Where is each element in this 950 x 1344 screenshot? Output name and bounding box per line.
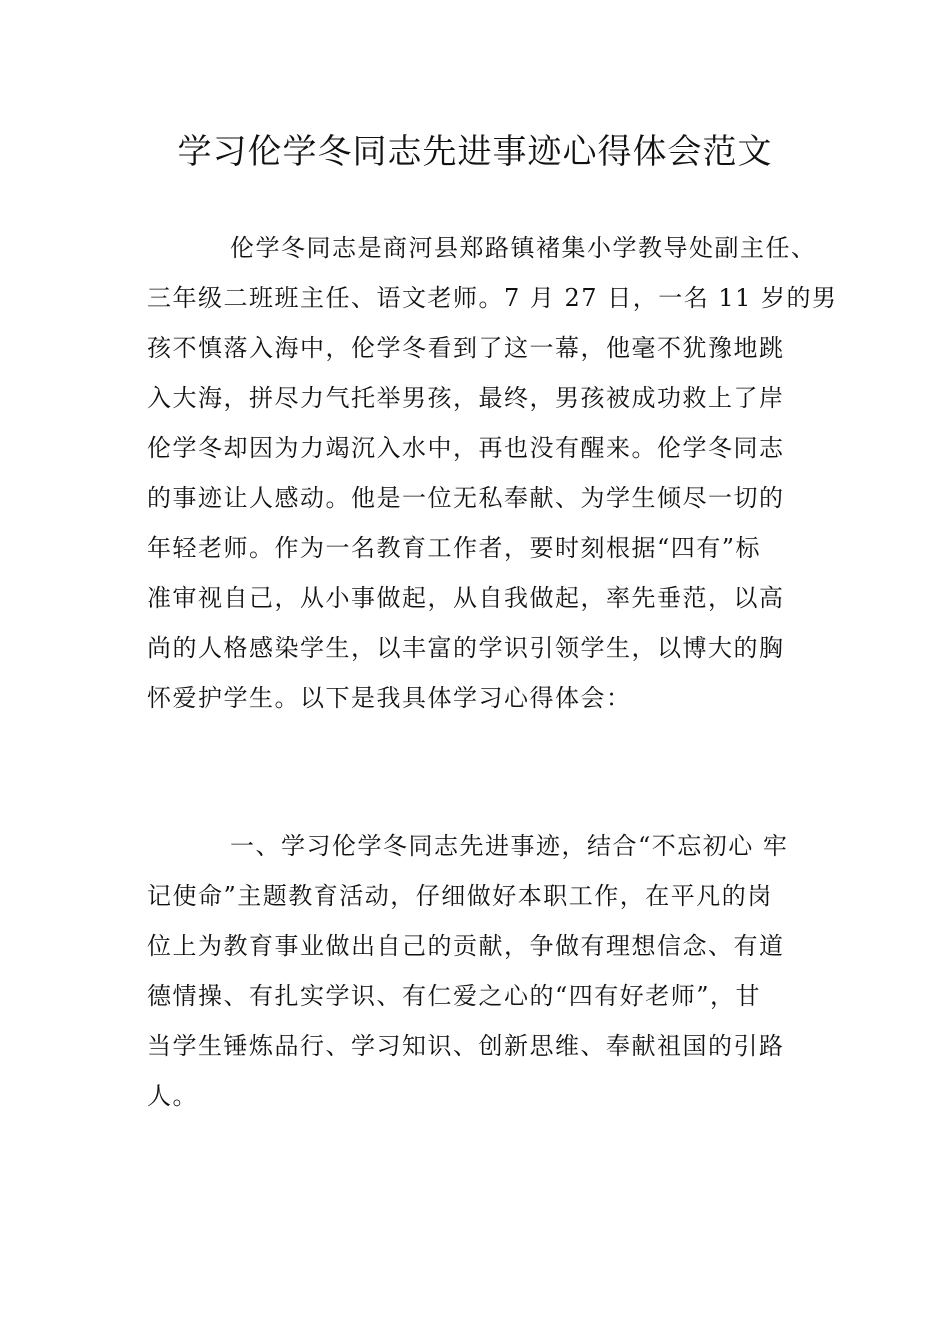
paragraph-line: 人。 bbox=[147, 1082, 198, 1110]
paragraph-line: 三年级二班班主任、语文老师。7 月 27 日，一名 11 岁的男 bbox=[147, 284, 838, 312]
paragraph-line: 伦学冬同志是商河县郑路镇褚集小学教导处副主任、 bbox=[230, 234, 817, 262]
document-title: 学习伦学冬同志先进事迹心得体会范文 bbox=[177, 132, 773, 172]
paragraph-line: 孩不慎落入海中，伦学冬看到了这一幕，他毫不犹豫地跳 bbox=[147, 334, 785, 362]
paragraph-line: 尚的人格感染学生，以丰富的学识引领学生，以博大的胸 bbox=[147, 634, 785, 662]
paragraph-line: 准审视自己，从小事做起，从自我做起，率先垂范，以高 bbox=[147, 584, 785, 612]
paragraph-line: 记使命”主题教育活动，仔细做好本职工作，在平凡的岗 bbox=[147, 882, 773, 910]
paragraph-line: 一、学习伦学冬同志先进事迹，结合“不忘初心 牢 bbox=[230, 832, 789, 860]
paragraph-line: 德情操、有扎实学识、有仁爱之心的“四有好老师”，甘 bbox=[147, 982, 762, 1010]
paragraph-line: 年轻老师。作为一名教育工作者，要时刻根据“四有”标 bbox=[147, 534, 762, 562]
paragraph-line: 入大海，拼尽力气托举男孩，最终，男孩被成功救上了岸 bbox=[147, 384, 785, 412]
paragraph-line: 位上为教育事业做出自己的贡献，争做有理想信念、有道 bbox=[147, 932, 785, 960]
paragraph-line: 怀爱护学生。以下是我具体学习心得体会： bbox=[147, 684, 632, 712]
paragraph-line: 当学生锤炼品行、学习知识、创新思维、奉献祖国的引路 bbox=[147, 1032, 785, 1060]
paragraph-line: 的事迹让人感动。他是一位无私奉献、为学生倾尽一切的 bbox=[147, 484, 785, 512]
paragraph-line: 伦学冬却因为力竭沉入水中，再也没有醒来。伦学冬同志 bbox=[147, 434, 785, 462]
